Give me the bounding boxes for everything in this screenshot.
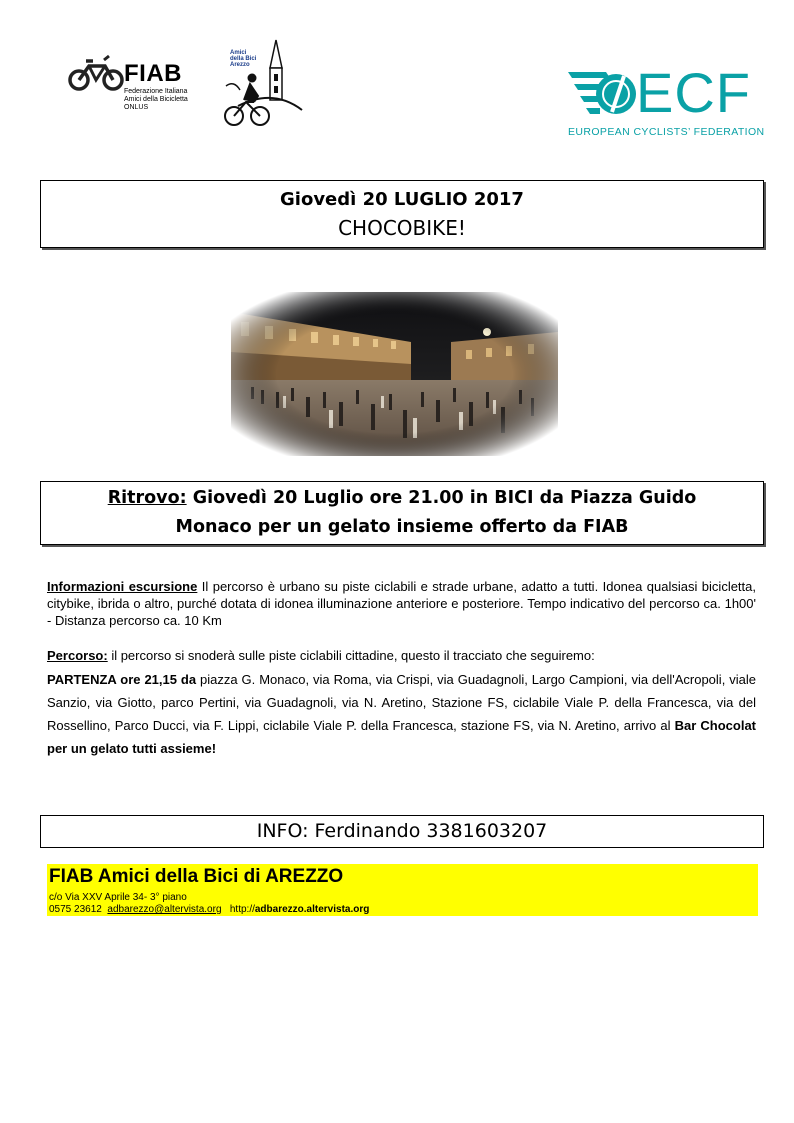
title-box	[40, 180, 764, 248]
fiab-subtitle	[124, 88, 214, 112]
fiab-subtitle-line: Federazione Italiana	[124, 88, 188, 95]
ecf-wordmark: ECF	[636, 61, 751, 124]
meeting-box	[40, 481, 764, 545]
footer-web-prefix: http://	[229, 904, 255, 915]
route-start: PARTENZA ore 21,15 da	[47, 672, 197, 687]
footer-phone: 0575 23612	[49, 904, 102, 915]
info-text: Il percorso è urbano su piste ciclabili e strade urbane, adatto a tutti. Idonea qualsiasi bicicletta, citybike, ibrida o altro, purché dotata di idonea illuminazione anteriore e posteriore. Tempo indicativo del percorso ca. 1h00' - Distanza percorso ca. 10 Km	[47, 579, 756, 628]
footer-web-domain: adbarezzo.altervista.org	[254, 904, 370, 915]
route-end: Bar Chocolat per un gelato tutti assieme!	[47, 718, 757, 756]
event-date: Giovedì 20 LUGLIO 2017	[280, 189, 524, 210]
amici-text-line: della Bici	[230, 56, 257, 62]
meeting-text: Giovedì 20 Luglio ore 21.00 in BICI da Piazza Guido	[186, 488, 697, 508]
route-details	[47, 668, 756, 760]
route-intro-text: il percorso si snoderà sulle piste ciclabili cittadine, questo il tracciato che seguiremo:	[107, 648, 595, 663]
amici-text-line: Arezzo	[230, 62, 250, 68]
ecf-logo	[566, 61, 770, 144]
meeting-line-2: Monaco per un gelato insieme offerto da FIAB	[175, 517, 629, 537]
fiab-subtitle-line: Amici della Bicicletta	[124, 96, 188, 103]
contact-info-box: INFO: Ferdinando 3381603207	[40, 815, 764, 848]
meeting-line-1	[41, 484, 763, 513]
excursion-info	[47, 578, 756, 629]
footer-web-link[interactable]	[230, 904, 370, 915]
piazza-crowd-image	[231, 292, 558, 456]
organization-footer	[47, 864, 758, 916]
amici-della-bici-logo	[218, 36, 308, 128]
ecf-subtitle: EUROPEAN CYCLISTS’ FEDERATION	[568, 126, 765, 138]
footer-contact	[49, 904, 369, 915]
footer-title: FIAB Amici della Bici di AREZZO	[49, 866, 344, 887]
fiab-logo	[68, 52, 198, 122]
route-intro	[47, 646, 756, 666]
footer-email-link[interactable]: adbarezzo@altervista.org	[107, 904, 222, 915]
fiab-wordmark: FIAB	[124, 60, 182, 87]
ecf-wing-icon	[566, 66, 638, 126]
meeting-label: Ritrovo:	[107, 488, 187, 508]
piazza-photo	[231, 292, 558, 456]
fiab-subtitle-line: ONLUS	[124, 104, 149, 111]
info-label: Informazioni escursione	[47, 579, 198, 594]
route-text: piazza G. Monaco, via Roma, via Crispi, via Guadagnoli, Largo Campioni, via dell'Acropoli, viale Sanzio, via Giotto, parco Pertini, via Guadagnoli, via N. Aretino, Stazione FS, ciclabile Viale P. della Francesca, via del Rossellino, Parco Ducci, via F. Lippi, ciclabile Viale P. della Francesca, stazione FS, via N. Aretino, arrivo al	[47, 672, 756, 733]
event-title: CHOCOBIKE!	[338, 216, 466, 240]
route-label: Percorso:	[47, 648, 108, 663]
amici-text-line: Amici	[230, 50, 247, 56]
amici-logo-text	[230, 50, 256, 68]
bicycle-icon	[68, 52, 124, 92]
footer-address: c/o Via XXV Aprile 34- 3° piano	[49, 892, 187, 903]
